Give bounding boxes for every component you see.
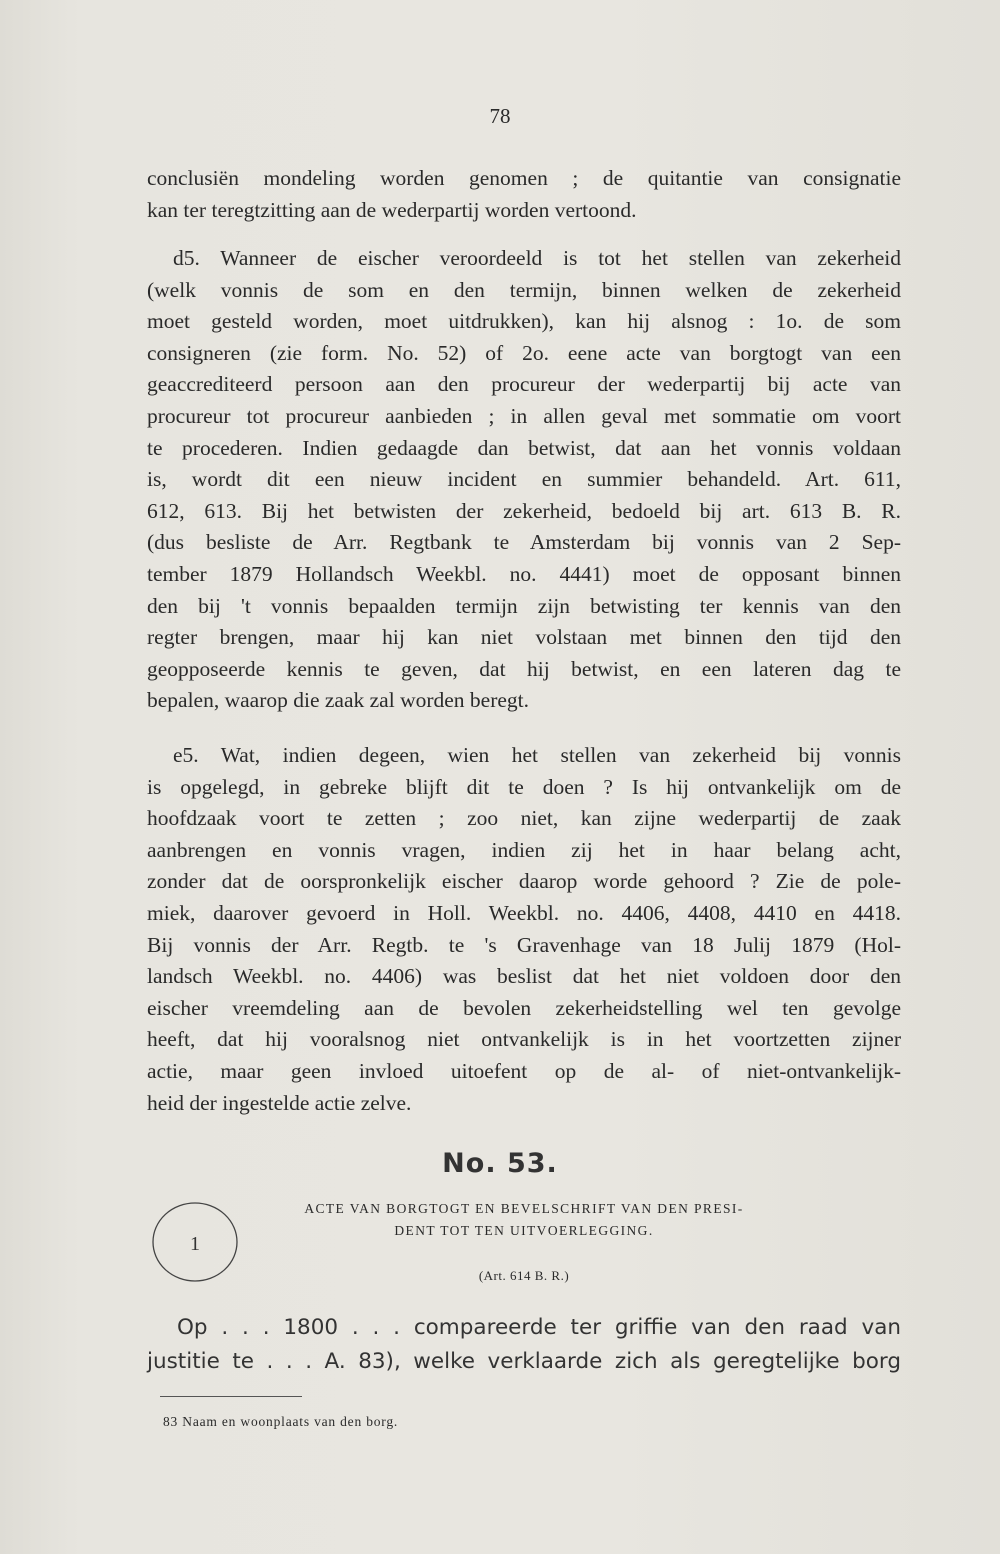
text-line: (dus besliste de Arr. Regtbank te Amsterdam bij vonnis van 2 Sep- bbox=[147, 530, 901, 555]
text-line: heid der ingestelde actie zelve. bbox=[147, 1090, 412, 1115]
form-body bbox=[147, 1311, 901, 1379]
text-line: te procederen. Indien gedaagde dan betwist, dat aan het vonnis voldaan bbox=[147, 435, 901, 460]
footnote: 83 Naam en woonplaats van den borg. bbox=[163, 1414, 399, 1429]
form-title-line: ACTE VAN BORGTOGT EN BEVELSCHRIFT VAN DEN PRESI- bbox=[304, 1201, 744, 1216]
form-title-line: DENT TOT TEN UITVOERLEGGING. bbox=[394, 1223, 654, 1238]
text-line: e5. Wat, indien degeen, wien het stellen van zekerheid bij vonnis bbox=[173, 743, 901, 767]
text-line: geaccrediteerd persoon aan den procureur der wederpartij bij acte van bbox=[147, 372, 901, 397]
form-body-line: Op . . . 1800 . . . compareerde ter griffie van den raad van bbox=[177, 1315, 901, 1340]
text-line: landsch Weekbl. no. 4406) was beslist dat het niet voldoen door den bbox=[147, 964, 901, 989]
text-line: consigneren (zie form. No. 52) of 2o. eene acte van borgtogt van een bbox=[147, 340, 901, 365]
text-line: den bij 't vonnis bepaalden termijn zijn betwisting ter kennis van den bbox=[147, 593, 901, 618]
text-line: procureur tot procureur aanbieden ; in allen geval met sommatie om voort bbox=[147, 403, 901, 428]
paragraph-d bbox=[147, 243, 901, 717]
text-line: is opgelegd, in gebreke blijft dit te doen ? Is hij ontvankelijk om de bbox=[147, 774, 901, 799]
text-line: actie, maar geen invloed uitoefent op de al- of niet-ontvankelijk- bbox=[147, 1058, 901, 1083]
text-line: miek, daarover gevoerd in Holl. Weekbl. no. 4406, 4408, 4410 en 4418. bbox=[147, 900, 901, 925]
text-line: heeft, dat hij vooralsnog niet ontvankelijk is in het voortzetten zijner bbox=[147, 1027, 901, 1052]
text-line: tember 1879 Hollandsch Weekbl. no. 4441) moet de opposant binnen bbox=[147, 561, 901, 586]
text-line: conclusiën mondeling worden genomen ; de quitantie van consignatie bbox=[147, 166, 901, 190]
text-line: 612, 613. Bij het betwisten der zekerheid, bedoeld bij art. 613 B. R. bbox=[147, 498, 901, 523]
text-line: hoofdzaak voort te zetten ; zoo niet, kan zijne wederpartij de zaak bbox=[147, 806, 901, 831]
form-title bbox=[244, 1198, 804, 1242]
text-line: bepalen, waarop die zaak zal worden beregt. bbox=[147, 688, 530, 713]
text-line: Bij vonnis der Arr. Regtb. te 's Gravenhage van 18 Julij 1879 (Hol- bbox=[147, 932, 901, 957]
text-line: is, wordt dit een nieuw incident en summier behandeld. Art. 611, bbox=[147, 467, 901, 492]
text-line: kan ter teregtzitting aan de wederpartij worden vertoond. bbox=[147, 197, 637, 222]
text-line: eischer vreemdeling aan de bevolen zekerheidstelling wel ten gevolge bbox=[147, 995, 901, 1020]
text-line: d5. Wanneer de eischer veroordeeld is tot het stellen van zekerheid bbox=[173, 246, 901, 270]
section-heading: No. 53. bbox=[442, 1148, 558, 1179]
form-body-line: justitie te . . . A. 83), welke verklaarde zich als geregtelijke borg bbox=[147, 1349, 901, 1374]
text-line: zonder dat de oorspronkelijk eischer daarop worde gehoord ? Zie de pole- bbox=[147, 869, 901, 894]
seal-number: 1 bbox=[190, 1233, 200, 1255]
paragraph-c bbox=[147, 163, 901, 226]
text-line: geopposeerde kennis te geven, dat hij betwist, en een lateren dag te bbox=[147, 656, 901, 681]
paragraph-e bbox=[147, 740, 901, 1119]
text-line: aanbrengen en vonnis vragen, indien zij het in haar belang acht, bbox=[147, 837, 901, 862]
page-number: 78 bbox=[489, 104, 511, 128]
text-line: regter brengen, maar hij kan niet volstaan met binnen den tijd den bbox=[147, 625, 901, 650]
stamp-circle-icon bbox=[150, 1200, 240, 1284]
stamp-seal bbox=[150, 1200, 240, 1284]
footnote-divider bbox=[160, 1396, 302, 1397]
form-reference: (Art. 614 B. R.) bbox=[478, 1268, 570, 1283]
text-line: moet gesteld worden, moet uitdrukken), kan hij alsnog : 1o. de som bbox=[147, 309, 901, 334]
text-line: (welk vonnis de som en den termijn, binnen welken de zekerheid bbox=[147, 277, 901, 302]
